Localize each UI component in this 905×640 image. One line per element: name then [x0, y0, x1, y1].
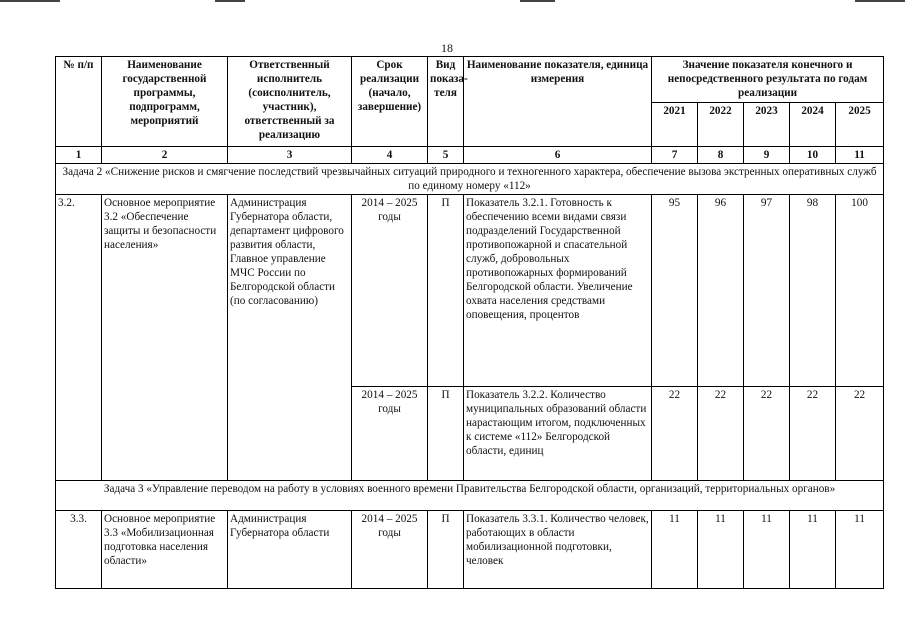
- indicator-value: 100: [836, 195, 884, 387]
- column-number: 10: [790, 147, 836, 164]
- indicator-value: 98: [790, 195, 836, 387]
- header-row: [56, 57, 884, 103]
- indicator-type: П: [428, 195, 464, 387]
- indicator-value: 22: [744, 387, 790, 481]
- task-2-heading: Задача 2 «Снижение рисков и смягчение последствий чрезвычайных ситуаций природного и техногенного характера, обеспечение вызова экстренных оперативных служб по единому номеру «112»: [56, 164, 884, 195]
- task-row: [56, 481, 884, 511]
- column-number: 8: [698, 147, 744, 164]
- column-number: 1: [56, 147, 102, 164]
- indicator-value: 11: [698, 511, 744, 589]
- column-number: 6: [464, 147, 652, 164]
- implementation-term: 2014 – 2025 годы: [352, 195, 428, 387]
- row-number: 3.2.: [56, 195, 102, 481]
- indicator-value: 11: [836, 511, 884, 589]
- page-number: 18: [441, 41, 453, 55]
- header-name: Наименование государственной программы, подпрограмм, мероприятий: [102, 57, 228, 147]
- indicator-name: Показатель 3.3.1. Количество человек, работающих в области мобилизационной подготовки, человек: [464, 511, 652, 589]
- indicator-type: П: [428, 387, 464, 481]
- implementation-term: 2014 – 2025 годы: [352, 511, 428, 589]
- row-number: 3.3.: [56, 511, 102, 589]
- task-3-heading: Задача 3 «Управление переводом на работу в условиях военного времени Правительства Белгородской области, организаций, территориальных органов»: [56, 481, 884, 511]
- indicator-value: 96: [698, 195, 744, 387]
- scan-edge-mark: [215, 0, 245, 2]
- table-row: [56, 195, 884, 387]
- scan-edge-mark: [0, 0, 60, 2]
- indicator-value: 22: [698, 387, 744, 481]
- indicator-value: 95: [652, 195, 698, 387]
- header-year: 2025: [836, 103, 884, 147]
- indicator-name: Показатель 3.2.1. Готовность к обеспечению всеми видами связи подразделений Государственной противопожарной и спасательной служб, добровольных противопожарных формирований Белгородской области. Увеличение охвата населения средствами оповещения, процентов: [464, 195, 652, 387]
- indicator-value: 11: [744, 511, 790, 589]
- scan-edge-mark: [520, 0, 555, 2]
- header-year: 2021: [652, 103, 698, 147]
- activity-name: Основное мероприятие 3.2 «Обеспечение защиты и безопасности населения»: [102, 195, 228, 481]
- header-values: Значение показателя конечного и непосредственного результата по годам реализации: [652, 57, 884, 103]
- indicator-value: 11: [790, 511, 836, 589]
- responsible-executor: Администрация Губернатора области: [228, 511, 352, 589]
- task-row: [56, 164, 884, 195]
- header-year: 2024: [790, 103, 836, 147]
- column-number: 5: [428, 147, 464, 164]
- activity-name: Основное мероприятие 3.3 «Мобилизационная подготовка населения области»: [102, 511, 228, 589]
- column-number: 11: [836, 147, 884, 164]
- header-term: Срок реализации (начало, завершение): [352, 57, 428, 147]
- program-table: [55, 56, 884, 589]
- indicator-name: Показатель 3.2.2. Количество муниципальных образований области нарастающим итогом, подключенных к системе «112» Белгородской области, единиц: [464, 387, 652, 481]
- column-number: 3: [228, 147, 352, 164]
- indicator-value: 11: [652, 511, 698, 589]
- header-num: № п/п: [56, 57, 102, 147]
- header-year: 2023: [744, 103, 790, 147]
- table-row: [56, 511, 884, 589]
- indicator-value: 22: [790, 387, 836, 481]
- scan-edge-mark: [855, 0, 905, 2]
- header-executor: Ответственный исполнитель (соисполнитель, участник), ответственный за реализацию: [228, 57, 352, 147]
- indicator-value: 97: [744, 195, 790, 387]
- column-number: 9: [744, 147, 790, 164]
- implementation-term: 2014 – 2025 годы: [352, 387, 428, 481]
- header-type: Вид показа-теля: [428, 57, 464, 147]
- column-number: 7: [652, 147, 698, 164]
- column-number: 4: [352, 147, 428, 164]
- responsible-executor: Администрация Губернатора области, департамент цифрового развития области, Главное управление МЧС России по Белгородской области (по согласованию): [228, 195, 352, 481]
- indicator-value: 22: [652, 387, 698, 481]
- header-year: 2022: [698, 103, 744, 147]
- column-number-row: [56, 147, 884, 164]
- header-indicator: Наименование показателя, единица измерения: [464, 57, 652, 147]
- indicator-value: 22: [836, 387, 884, 481]
- column-number: 2: [102, 147, 228, 164]
- indicator-type: П: [428, 511, 464, 589]
